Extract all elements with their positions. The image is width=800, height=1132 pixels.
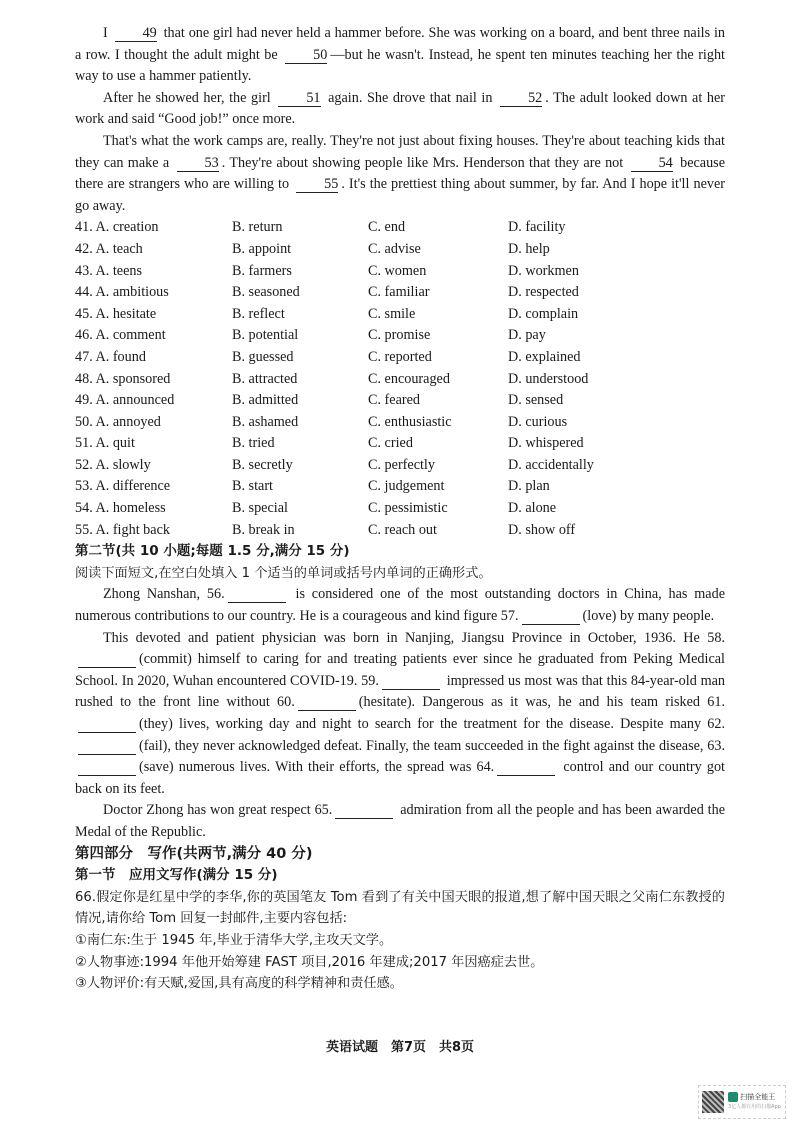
option-row bbox=[75, 498, 725, 520]
text: . It's the prettiest thing about summer, by far. And I hope it'll never go away. bbox=[75, 176, 725, 214]
option-choice: D. sensed bbox=[508, 392, 564, 409]
camscanner-logo-icon bbox=[728, 1092, 738, 1102]
paragraph bbox=[75, 131, 725, 217]
fill-blank bbox=[78, 651, 136, 668]
option-choice: 54. A. homeless bbox=[75, 500, 166, 517]
writing-point: ③人物评价:有天赋,爱国,具有高度的科学精神和责任感。 bbox=[75, 976, 403, 992]
option-choice: 48. A. sponsored bbox=[75, 370, 171, 387]
option-choice: C. promise bbox=[368, 327, 431, 344]
text: (save) numerous lives. With their efforts, the spread was 64. bbox=[139, 759, 495, 776]
option-choice: B. reflect bbox=[232, 305, 285, 322]
option-choice: C. feared bbox=[368, 392, 420, 409]
text: —but he wasn't. Instead, he spent ten minutes teaching her the right way to use a hammer patiently. bbox=[75, 46, 726, 85]
option-choice: D. plan bbox=[508, 478, 550, 495]
option-choice: C. reported bbox=[368, 348, 432, 365]
option-choice: C. cried bbox=[368, 435, 413, 452]
option-choice: C. end bbox=[368, 219, 406, 236]
option-choice: 45. A. hesitate bbox=[75, 305, 157, 322]
option-row bbox=[75, 239, 725, 261]
option-choice: B. tried bbox=[232, 435, 275, 452]
option-choice: C. enthusiastic bbox=[368, 413, 452, 430]
option-row bbox=[75, 390, 725, 412]
option-choice: B. ashamed bbox=[232, 413, 299, 430]
text: (commit) himself to caring for and treating patients ever since he graduated from Peking Medical School. In 2020, Wuhan encountered COVID-19. 59. bbox=[75, 651, 725, 689]
option-choice: D. complain bbox=[508, 305, 579, 322]
fill-blank bbox=[497, 759, 555, 776]
option-choice: B. attracted bbox=[232, 370, 298, 387]
option-row bbox=[75, 455, 725, 477]
option-choice: C. encouraged bbox=[368, 370, 450, 387]
option-row bbox=[75, 476, 725, 498]
option-choice: B. start bbox=[232, 478, 273, 495]
option-choice: 50. A. annoyed bbox=[75, 413, 161, 430]
paragraph bbox=[75, 628, 725, 801]
option-choice: D. workmen bbox=[508, 262, 579, 279]
answer-blank: 55 bbox=[296, 176, 338, 193]
option-choice: 53. A. difference bbox=[75, 478, 171, 495]
fill-blank bbox=[78, 716, 136, 733]
text: that one girl had never held a hammer before. She was working on a board, and bent three nails in a row. I thought the adult might be bbox=[75, 25, 725, 63]
option-choice: B. farmers bbox=[232, 262, 292, 279]
paragraph bbox=[75, 800, 725, 843]
option-choice: D. respected bbox=[508, 284, 579, 301]
text: again. She drove that nail in bbox=[323, 89, 498, 106]
option-choice: 55. A. fight back bbox=[75, 521, 170, 538]
paragraph bbox=[75, 584, 725, 627]
option-choice: B. admitted bbox=[232, 392, 299, 409]
option-choice: 42. A. teach bbox=[75, 240, 143, 257]
writing-point: ①南仁东:生于 1945 年,毕业于清华大学,主攻天文学。 bbox=[75, 932, 393, 948]
text: impressed us most was that this 84-year-old man rushed to the front line without 60. bbox=[75, 672, 725, 711]
option-choice: C. advise bbox=[368, 240, 421, 257]
text: . The adult looked down at her work and said “Good job!” once more. bbox=[75, 89, 725, 128]
text: (they) lives, working day and night to search for the treatment for the disease. Despite many 62. bbox=[139, 716, 725, 732]
option-row bbox=[75, 412, 725, 434]
text: This devoted and patient physician was born in Nanjing, Jiangsu Province in October, 1936. He 58. bbox=[103, 629, 725, 646]
fill-blank bbox=[298, 694, 356, 711]
option-choice: B. break in bbox=[232, 521, 295, 538]
qr-code-icon bbox=[702, 1091, 724, 1113]
paragraph bbox=[75, 88, 725, 131]
text: (fail), they never acknowledged defeat. Finally, the team succeeded in the fight against the disease, 63. bbox=[139, 737, 725, 754]
text: Zhong Nanshan, 56. bbox=[103, 586, 225, 603]
page-footer: 英语试题 第7页 共8页 bbox=[325, 1040, 475, 1055]
answer-blank: 50 bbox=[285, 47, 327, 64]
watermark-title: 扫描全能王 bbox=[740, 1093, 776, 1101]
text: is considered one of the most outstanding doctors in China, has made numerous contributions to our country. He is a courageous and kind figure 57. bbox=[75, 586, 725, 625]
option-choice: D. curious bbox=[508, 413, 568, 430]
text: Doctor Zhong has won great respect 65. bbox=[103, 802, 333, 819]
text: . They're about showing people like Mrs. Henderson that they are not bbox=[221, 154, 628, 171]
answer-blank: 51 bbox=[278, 90, 320, 107]
option-choice: B. guessed bbox=[232, 348, 294, 365]
text: control and our country got back on its feet. bbox=[75, 759, 725, 797]
option-choice: B. special bbox=[232, 500, 288, 517]
part4-subheading: 第一节 应用文写作(满分 15 分) bbox=[75, 867, 278, 884]
text: because there are strangers who are willing to bbox=[75, 154, 725, 193]
option-choice: D. show off bbox=[508, 521, 576, 538]
option-choice: D. accidentally bbox=[508, 456, 594, 473]
option-choice: D. facility bbox=[508, 219, 566, 236]
fill-blank bbox=[522, 608, 580, 625]
text: admiration from all the people and has been awarded the Medal of the Republic. bbox=[75, 802, 726, 840]
section2-heading: 第二节(共 10 小题;每题 1.5 分,满分 15 分) bbox=[75, 543, 350, 560]
answer-blank: 53 bbox=[177, 155, 219, 172]
fill-blank bbox=[382, 673, 440, 690]
option-choice: 43. A. teens bbox=[75, 262, 142, 279]
option-row bbox=[75, 217, 725, 239]
section2-instruction: 阅读下面短文,在空白处填入 1 个适当的单词或括号内单词的正确形式。 bbox=[75, 565, 492, 581]
fill-passage bbox=[75, 584, 725, 843]
option-row bbox=[75, 282, 725, 304]
scanner-watermark bbox=[698, 1085, 786, 1119]
option-choice: 46. A. comment bbox=[75, 327, 166, 344]
option-row bbox=[75, 347, 725, 369]
option-choice: B. secretly bbox=[232, 456, 293, 473]
option-choice: D. pay bbox=[508, 327, 546, 344]
option-choice: C. reach out bbox=[368, 521, 437, 538]
fill-blank bbox=[78, 738, 136, 755]
writing-prompt: 66.假定你是红星中学的李华,你的英国笔友 Tom 看到了有关中国天眼的报道,想了解中国天眼之父南仁东教授的情况,请你给 Tom 回复一封邮件,主要内容包括: bbox=[75, 889, 725, 927]
option-row bbox=[75, 433, 725, 455]
option-row bbox=[75, 304, 725, 326]
option-choice: 52. A. slowly bbox=[75, 456, 151, 473]
text: (hesitate). Dangerous as it was, he and his team risked 61. bbox=[358, 694, 725, 711]
cloze-passage bbox=[75, 23, 725, 217]
option-choice: B. seasoned bbox=[232, 284, 300, 301]
option-choice: 47. A. found bbox=[75, 348, 146, 365]
text: (love) by many people. bbox=[582, 608, 715, 625]
fill-blank bbox=[335, 802, 393, 819]
options-table bbox=[75, 217, 725, 541]
option-choice: B. appoint bbox=[232, 240, 292, 257]
writing-point: ②人物事迹:1994 年他开始筹建 FAST 项目,2016 年建成;2017 年因癌症去世。 bbox=[75, 954, 544, 970]
text: I bbox=[103, 25, 112, 41]
option-choice: D. explained bbox=[508, 348, 581, 365]
answer-blank: 49 bbox=[115, 25, 157, 42]
option-choice: C. perfectly bbox=[368, 456, 435, 473]
option-choice: D. whispered bbox=[508, 435, 584, 452]
option-choice: C. smile bbox=[368, 305, 416, 322]
fill-blank bbox=[78, 759, 136, 776]
text: After he showed her, the girl bbox=[103, 89, 276, 106]
option-choice: B. potential bbox=[232, 327, 299, 344]
option-choice: D. alone bbox=[508, 500, 557, 517]
paragraph bbox=[75, 23, 725, 88]
part4-heading: 第四部分 写作(共两节,满分 40 分) bbox=[75, 845, 313, 862]
option-row bbox=[75, 325, 725, 347]
watermark-subtitle: 3亿人都在用的扫描App bbox=[728, 1104, 781, 1110]
option-choice: B. return bbox=[232, 219, 283, 236]
option-row bbox=[75, 369, 725, 391]
exam-page bbox=[75, 23, 725, 995]
option-row bbox=[75, 520, 725, 542]
option-choice: 51. A. quit bbox=[75, 435, 135, 452]
option-choice: C. familiar bbox=[368, 284, 430, 301]
option-choice: C. women bbox=[368, 262, 427, 279]
option-choice: 49. A. announced bbox=[75, 392, 175, 409]
answer-blank: 54 bbox=[631, 155, 673, 172]
answer-blank: 52 bbox=[500, 90, 542, 107]
text: That's what the work camps are, really. They're not just about fixing houses. They're about teaching kids that they can make a bbox=[75, 132, 725, 171]
option-row bbox=[75, 261, 725, 283]
option-choice: 41. A. creation bbox=[75, 219, 159, 236]
option-choice: C. judgement bbox=[368, 478, 445, 495]
option-choice: C. pessimistic bbox=[368, 500, 448, 517]
option-choice: 44. A. ambitious bbox=[75, 284, 169, 301]
option-choice: D. understood bbox=[508, 370, 589, 387]
fill-blank bbox=[228, 586, 286, 603]
option-choice: D. help bbox=[508, 240, 550, 257]
